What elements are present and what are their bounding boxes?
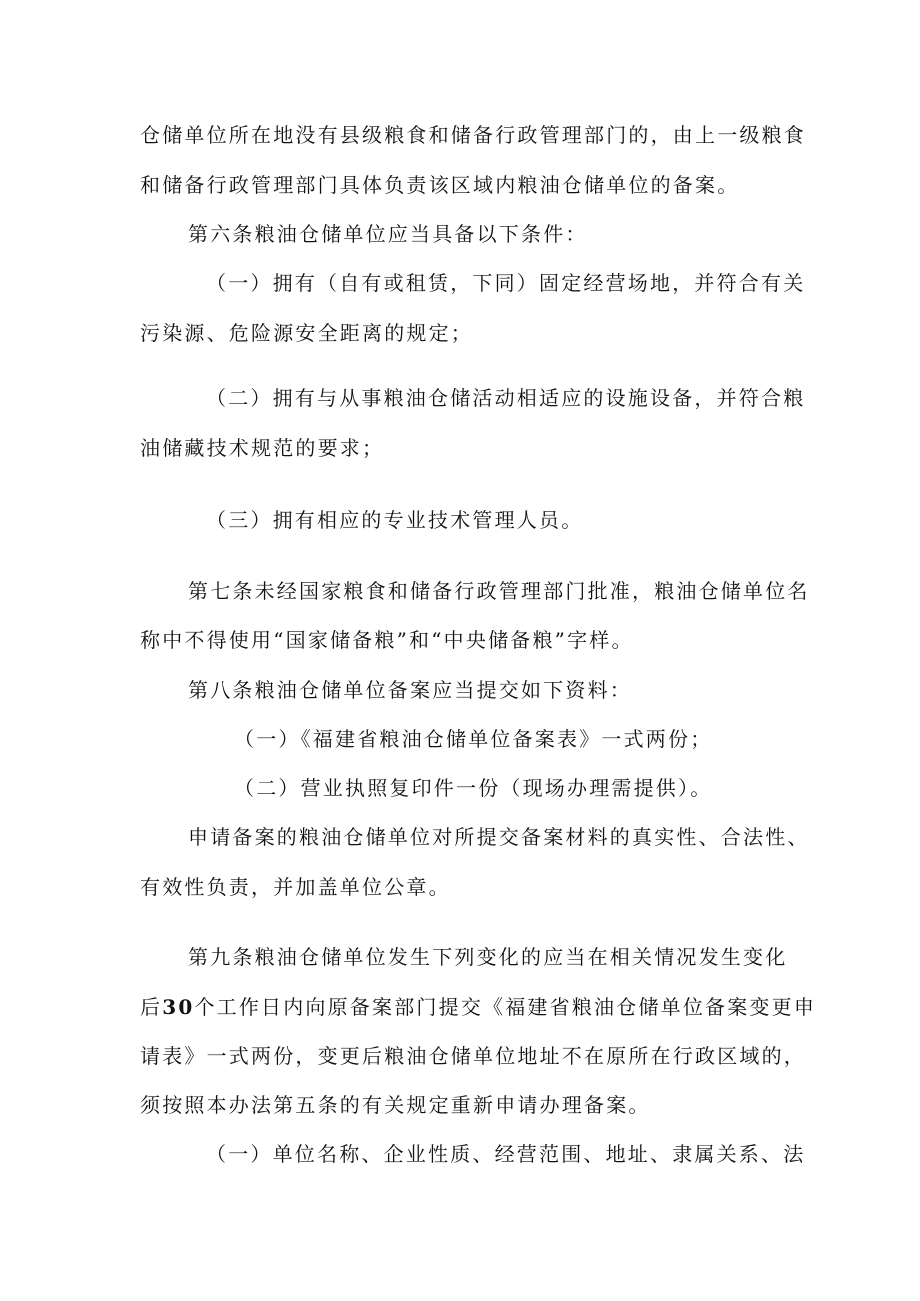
text-line-1: 仓储单位所在地没有县级粮食和储备行政管理部门的，由上一级粮食	[140, 123, 806, 147]
article-8-heading: 第八条粮油仓储单位备案应当提交如下资料：	[188, 678, 632, 702]
article-7-line-1: 第七条未经国家粮食和储备行政管理部门批准，粮油仓储单位名	[188, 579, 810, 603]
article-9-line-2-suffix: 个工作日内向原备案部门提交《福建省粮油仓储单位备案变更申	[194, 995, 817, 1019]
article-6-item-2-line-2: 油储藏技术规范的要求；	[140, 436, 385, 460]
article-9-line-1: 第九条粮油仓储单位发生下列变化的应当在相关情况发生变化	[188, 945, 788, 969]
article-6-item-1-line-1: （一）拥有（自有或租赁，下同）固定经营场地，并符合有关	[206, 271, 806, 295]
article-9-line-4: 须按照本办法第五条的有关规定重新申请办理备案。	[140, 1093, 651, 1117]
article-9-line-3: 请表》一式两份，变更后粮油仓储单位地址不在原所在行政区域的，	[140, 1044, 806, 1068]
article-9-line-2-prefix: 后	[140, 995, 163, 1019]
article-9-line-2	[140, 993, 817, 1021]
article-7-line-2: 称中不得使用“国家储备粮”和“中央储备粮”字样。	[140, 628, 634, 652]
article-6-heading: 第六条粮油仓储单位应当具备以下条件：	[188, 222, 588, 246]
article-6-item-3: （三）拥有相应的专业技术管理人员。	[206, 508, 584, 532]
declaration-line-2: 有效性负责，并加盖单位公章。	[140, 875, 451, 899]
article-8-item-2: （二）营业执照复印件一份（现场办理需提供）。	[234, 776, 713, 800]
article-6-item-2-line-1: （二）拥有与从事粮油仓储活动相适应的设施设备，并符合粮	[206, 386, 806, 410]
text-line-2: 和储备行政管理部门具体负责该区域内粮油仓储单位的备案。	[140, 173, 740, 197]
article-9-days-number: 30	[162, 995, 195, 1019]
article-6-item-1-line-2: 污染源、危险源安全距离的规定；	[140, 321, 473, 345]
declaration-line-1: 申请备案的粮油仓储单位对所提交备案材料的真实性、合法性、	[188, 825, 810, 849]
article-9-item-1: （一）单位名称、企业性质、经营范围、地址、隶属关系、法	[206, 1142, 806, 1166]
article-8-item-1: （一）《福建省粮油仓储单位备案表》一式两份；	[234, 727, 713, 751]
